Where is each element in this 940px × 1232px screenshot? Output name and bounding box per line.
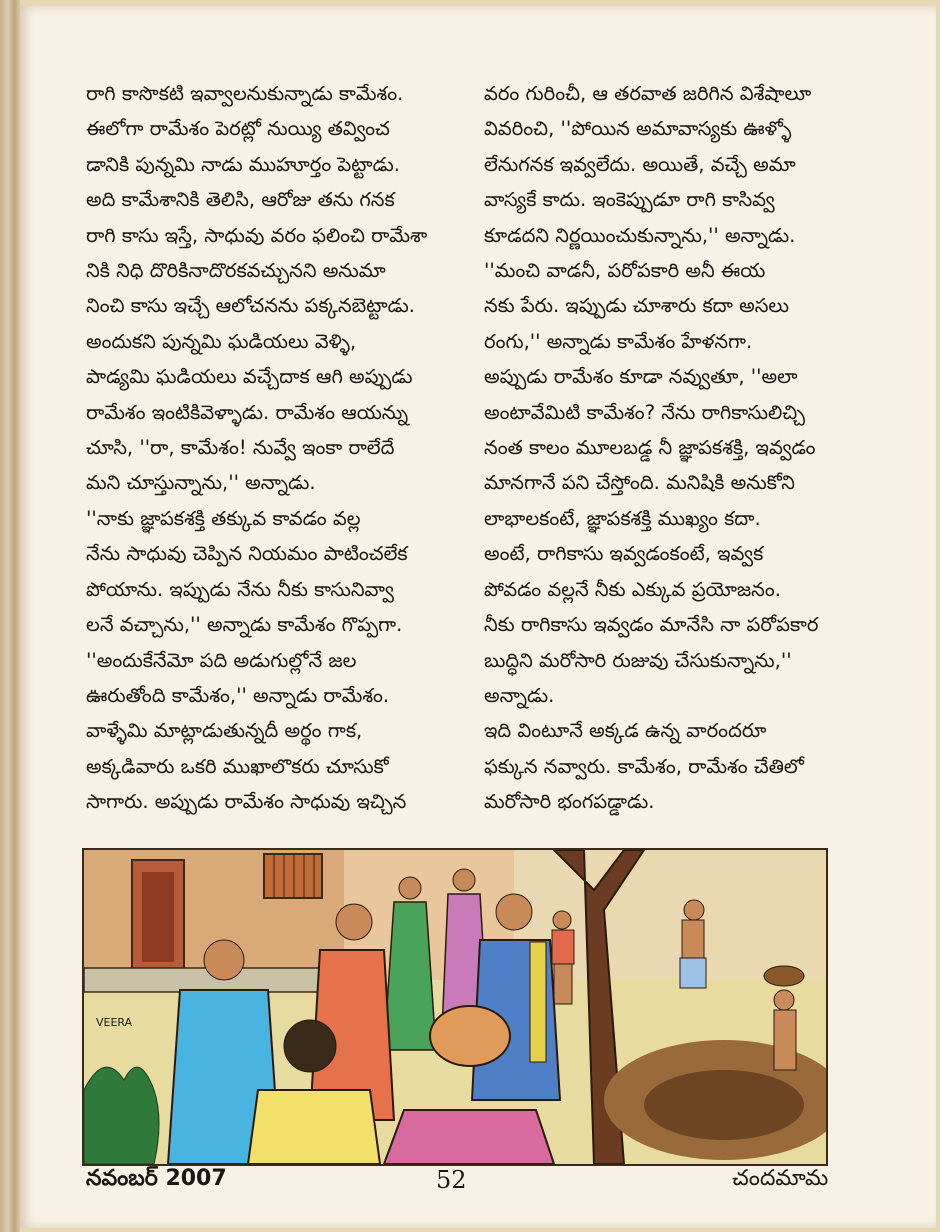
text-line: రాగి కాసు ఇస్తే, సాధువు వరం ఫలించి రామేశా: [86, 223, 428, 247]
text-line: మరోసారి భంగపడ్డాడు.: [484, 790, 655, 814]
left-text-column: [86, 76, 456, 820]
text-line: చూసి, ''రా, కామేశం! నువ్వే ఇంకా రాలేదే: [86, 436, 395, 460]
page-number: 52: [436, 1166, 467, 1194]
text-line: అంటావేమిటి కామేశం? నేను రాగికాసులిచ్చి: [484, 400, 805, 424]
right-text-column: [484, 76, 854, 820]
text-line: వరం గురించీ, ఆ తరవాత జరిగిన విశేషాలూ: [484, 82, 812, 105]
text-line: పోయాను. ఇప్పుడు నేను నీకు కాసునివ్వా: [86, 577, 394, 601]
illustration-scene: [84, 850, 826, 1164]
text-line: మని చూస్తున్నాను,'' అన్నాడు.: [86, 471, 316, 495]
text-line: లనే వచ్చాను,'' అన్నాడు కామేశం గొప్పగా.: [86, 613, 403, 637]
text-line: ''మంచి వాడనీ, పరోపకారి అనీ ఈయ: [484, 259, 766, 283]
text-line: నికి నిధి దొరికినాదొరకవచ్చునని అనుమా: [86, 259, 386, 283]
text-line: కూడదని నిర్ణయించుకున్నాను,'' అన్నాడు.: [484, 223, 796, 247]
text-line: ''నాకు జ్ఞాపకశక్తి తక్కువ కావడం వల్ల: [86, 506, 361, 530]
text-line: బుద్ధిని మరోసారి రుజువు చేసుకున్నాను,'': [484, 648, 792, 672]
text-line: అంటే, రాగికాసు ఇవ్వడంకంటే, ఇవ్వక: [484, 542, 764, 566]
text-line: అప్పుడు రామేశం కూడా నవ్వుతూ, ''అలా: [484, 365, 798, 389]
text-line: ''అందుకేనేమో పది అడుగుల్లోనే జల: [86, 648, 357, 672]
artist-signature: VEERA: [96, 1016, 133, 1029]
issue-date: నవంబర్ 2007: [86, 1166, 227, 1191]
text-line: సాగారు. అప్పుడు రామేశం సాధువు ఇచ్చిన: [86, 790, 407, 814]
text-line: రాగి కాసొకటి ఇవ్వాలనుకున్నాడు కామేశం.: [86, 82, 404, 105]
text-line: అది కామేశానికి తెలిసి, ఆరోజు తను గనక: [86, 188, 395, 212]
text-line: ఇది వింటూనే అక్కడ ఉన్న వారందరూ: [484, 719, 767, 743]
text-line: అందుకని పున్నమి ఘడియలు వెళ్ళి,: [86, 329, 357, 353]
text-line: పాడ్యమి ఘడియలు వచ్చేదాక ఆగి అప్పుడు: [86, 365, 413, 389]
text-line: రంగు,'' అన్నాడు కామేశం హేళనగా.: [484, 329, 753, 353]
text-line: పోవడం వల్లనే నీకు ఎక్కువ ప్రయోజనం.: [484, 577, 781, 601]
text-line: నంత కాలం మూలబడ్డ నీ జ్ఞాపకశక్తి, ఇవ్వడం: [484, 436, 816, 460]
story-illustration: [82, 848, 828, 1166]
text-line: నకు పేరు. ఇప్పుడు చూశారు కదా అసలు: [484, 294, 789, 318]
text-line: అక్కడివారు ఒకరి ముఖాలొకరు చూసుకో: [86, 754, 389, 778]
text-line: నీకు రాగికాసు ఇవ్వడం మానేసి నా పరోపకార: [484, 613, 819, 637]
text-line: రామేశం ఇంటికివెళ్ళాడు. రామేశం ఆయన్ను: [86, 400, 409, 424]
text-line: డానికి పున్నమి నాడు ముహూర్తం పెట్టాడు.: [86, 152, 400, 176]
magazine-title: చందమామ: [732, 1166, 829, 1191]
text-line: ఫక్కున నవ్వారు. కామేశం, రామేశం చేతిలో: [484, 754, 804, 778]
text-line: లేనుగనక ఇవ్వలేదు. అయితే, వచ్చే అమా: [484, 152, 796, 176]
text-line: వాళ్ళేమి మాట్లాడుతున్నదీ అర్థం గాక,: [86, 719, 363, 743]
text-line: నించి కాసు ఇచ్చే ఆలోచనను పక్కనబెట్టాడు.: [86, 294, 415, 318]
text-line: వాస్యకే కాదు. ఇంకెప్పుడూ రాగి కాసివ్వ: [484, 188, 775, 212]
text-line: ఈలోగా రామేశం పెరట్లో నుయ్యి తవ్వించ: [86, 117, 390, 141]
text-line: వివరించి, ''పోయిన అమావాస్యకు ఊళ్ళో: [484, 117, 792, 141]
text-line: ఊరుతోంది కామేశం,'' అన్నాడు రామేశం.: [86, 683, 390, 707]
text-line: లాభాలకంటే, జ్ఞాపకశక్తి ముఖ్యం కదా.: [484, 506, 761, 530]
text-line: అన్నాడు.: [484, 683, 555, 707]
text-line: నేను సాధువు చెప్పిన నియమం పాటించలేక: [86, 542, 408, 566]
page-edge: [0, 0, 20, 1232]
text-line: మానగానే పని చేస్తోంది. మనిషికి అనుకోని: [484, 471, 795, 495]
